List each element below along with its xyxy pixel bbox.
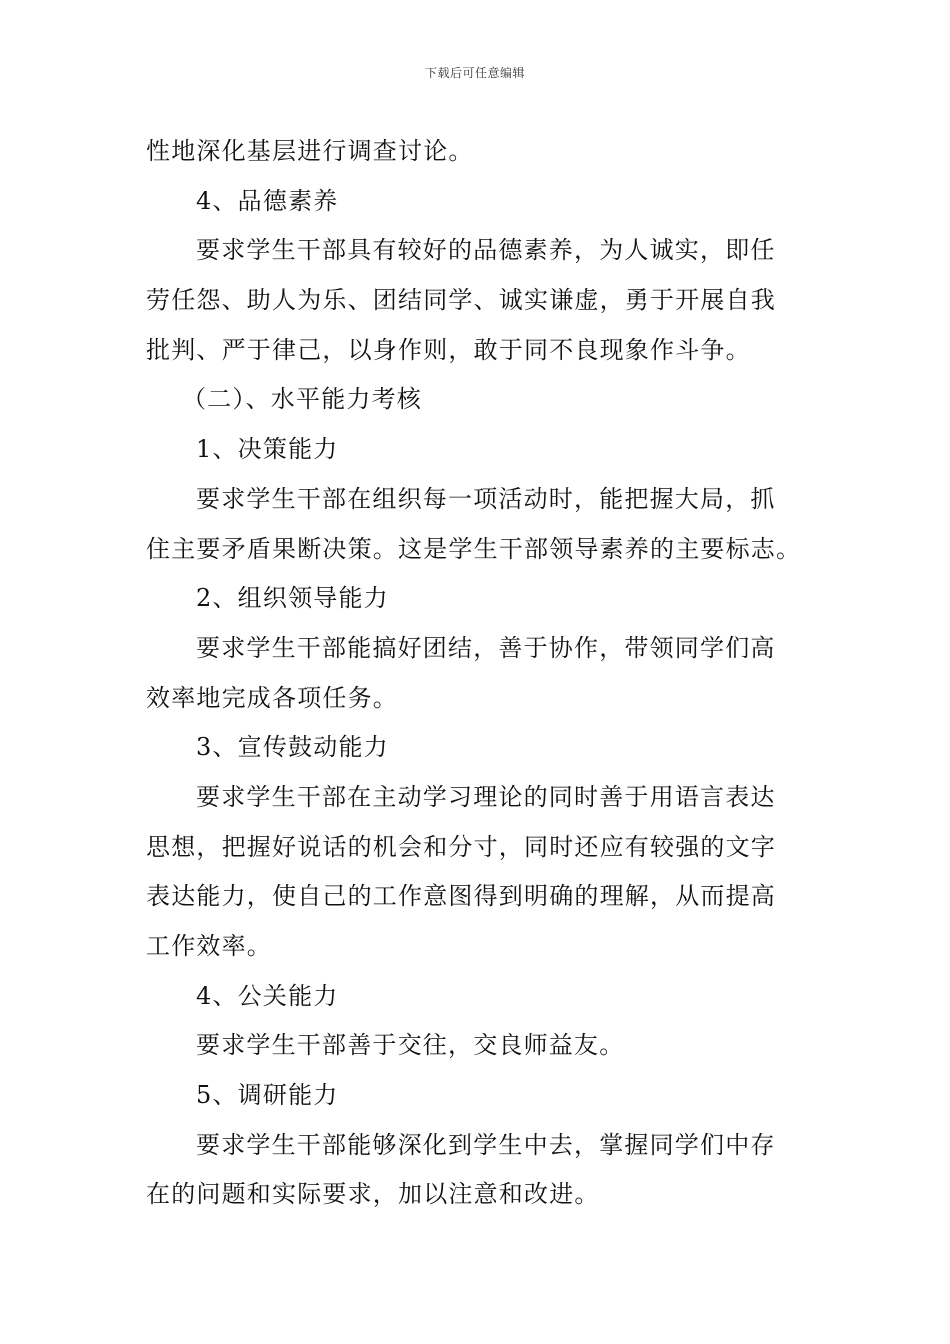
document-body [146,127,808,1220]
paragraph-line: 住主要矛盾果断决策。这是学生干部领导素养的主要标志。 [146,534,802,563]
section-heading: 1、决策能力 [196,435,339,464]
page-header: 下载后可任意编辑 [424,66,525,80]
paragraph-line: 批判、严于律己，以身作则，敢于同不良现象作斗争。 [146,335,751,364]
section-heading: 4、品德素养 [196,186,339,215]
paragraph-line: 工作效率。 [146,932,272,960]
paragraph-line: 要求学生干部能搞好团结，善于协作，带领同学们高 [196,633,776,662]
paragraph-line: 思想，把握好说话的机会和分寸，同时还应有较强的文字 [146,832,776,861]
paragraph-line: 在的问题和实际要求，加以注意和改进。 [146,1180,600,1209]
paragraph-line: 要求学生干部具有较好的品德素养，为人诚实，即任 [196,236,776,265]
section-heading: 5、调研能力 [196,1081,339,1110]
paragraph-line: 要求学生干部在组织每一项活动时，能把握大局，抓 [196,484,776,513]
paragraph-line: 要求学生干部在主动学习理论的同时善于用语言表达 [196,782,776,811]
paragraph-line: 性地深化基层进行调查讨论。 [146,137,474,165]
paragraph-line: 表达能力，使自己的工作意图得到明确的理解，从而提高 [146,882,776,911]
section-heading: （二）、水平能力考核 [182,385,422,414]
paragraph-line: 劳任怨、助人为乐、团结同学、诚实谦虚，勇于开展自我 [146,286,776,315]
paragraph-line: 要求学生干部能够深化到学生中去，掌握同学们中存 [196,1130,776,1159]
paragraph-line: 要求学生干部善于交往，交良师益友。 [196,1031,625,1060]
section-heading: 4、公关能力 [196,981,339,1010]
section-heading: 3、宣传鼓动能力 [196,733,389,762]
section-heading: 2、组织领导能力 [196,584,389,613]
paragraph-line: 效率地完成各项任务。 [146,683,398,712]
